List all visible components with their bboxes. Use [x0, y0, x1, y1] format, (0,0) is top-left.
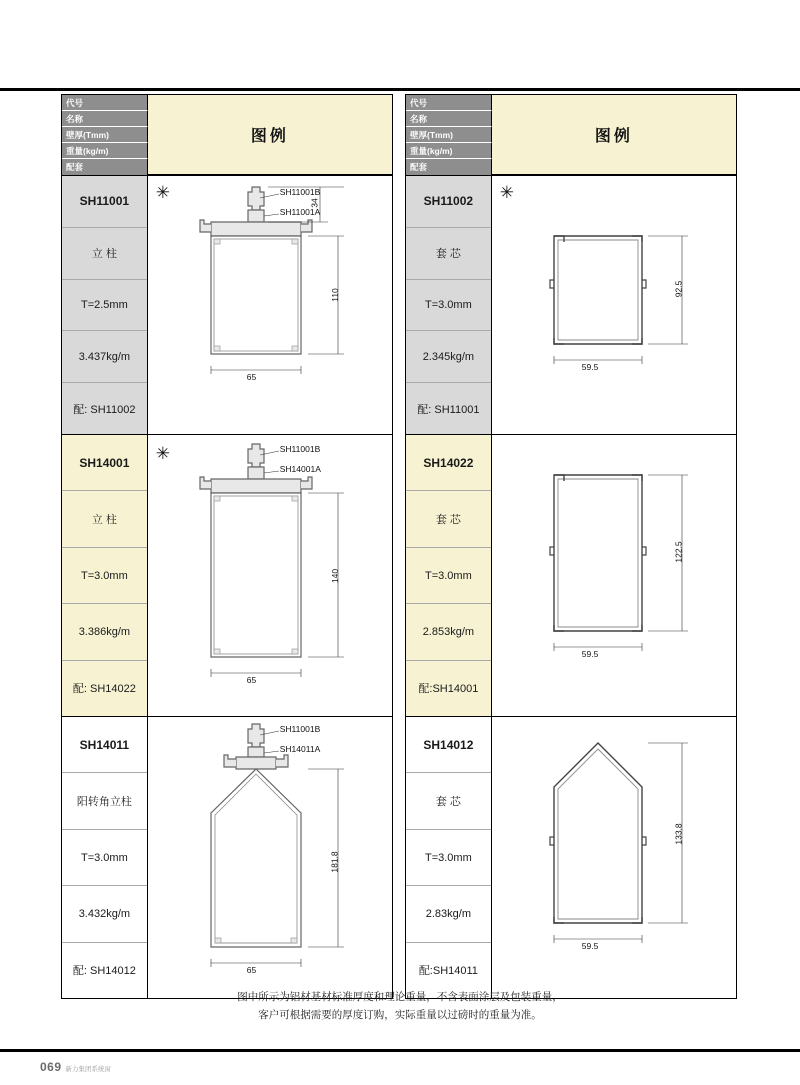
profile-drawing-sh14012	[492, 717, 737, 998]
star-marker: ✳	[155, 183, 170, 202]
profile-code: SH14001	[62, 435, 147, 491]
left-profile-table	[61, 94, 393, 999]
dimension-width: 59.5	[581, 649, 599, 659]
header-label-thickness: 壁厚(Tmm)	[406, 127, 492, 143]
footnote-line-1: 图中所示为铝材基材标准厚度和理论重量，不含表面涂层及包装重量，	[237, 991, 563, 1003]
table-header	[62, 95, 392, 176]
bottom-divider	[0, 1049, 800, 1052]
page-number: 069	[40, 1060, 62, 1074]
profile-thickness: T=3.0mm	[406, 548, 491, 604]
header-diagram-title: 图例	[492, 95, 736, 175]
dimension-height: 140	[329, 568, 340, 584]
profile-match: 配:SH14011	[406, 943, 491, 998]
profile-diagram	[492, 435, 736, 716]
profile-code: SH14012	[406, 717, 491, 773]
table-header	[406, 95, 736, 176]
dimension-height: 92.5	[673, 280, 684, 298]
profile-code: SH14022	[406, 435, 491, 491]
brand-name: 新力集团系统窗	[65, 1066, 112, 1073]
profile-thickness: T=3.0mm	[406, 830, 491, 886]
profile-drawing-sh14011	[148, 717, 393, 998]
profile-code: SH11001	[62, 176, 147, 228]
header-label-name: 名称	[62, 111, 148, 127]
dimension-top: 34	[309, 198, 320, 208]
callout-label: SH11001B	[279, 724, 321, 734]
row-spec-column	[406, 435, 492, 716]
header-label-weight: 重量(kg/m)	[62, 143, 148, 159]
table-row	[406, 435, 736, 717]
dimension-width: 59.5	[581, 941, 599, 951]
profile-name: 阳转角立柱	[62, 773, 147, 829]
row-spec-column	[62, 717, 148, 998]
dimension-width: 65	[246, 372, 257, 382]
top-divider	[0, 88, 800, 91]
profile-name: 套 芯	[406, 491, 491, 547]
table-row	[62, 717, 392, 998]
dimension-height: 110	[329, 288, 340, 302]
header-label-thickness: 壁厚(Tmm)	[62, 127, 148, 143]
profile-weight: 2.853kg/m	[406, 604, 491, 660]
callout-label: SH11001B	[279, 444, 321, 454]
profile-name: 套 芯	[406, 228, 491, 280]
profile-drawing-sh14022	[492, 435, 737, 716]
profile-weight: 2.345kg/m	[406, 331, 491, 383]
dimension-width: 65	[246, 965, 257, 975]
profile-diagram	[148, 435, 392, 716]
dimension-height: 122.5	[673, 541, 684, 563]
profile-thickness: T=2.5mm	[62, 280, 147, 332]
footnote	[0, 988, 800, 1025]
profile-weight: 3.437kg/m	[62, 331, 147, 383]
dimension-width: 59.5	[581, 362, 599, 372]
profile-match: 配: SH11001	[406, 383, 491, 434]
callout-label: SH11001B	[279, 187, 321, 197]
footnote-line-2: 客户可根据需要的厚度订购，实际重量以过磅时的重量为准。	[258, 1009, 542, 1022]
profile-weight: 3.432kg/m	[62, 886, 147, 942]
dimension-height: 133.8	[673, 823, 684, 845]
right-profile-table	[405, 94, 737, 999]
profile-weight: 2.83kg/m	[406, 886, 491, 942]
dimension-width: 65	[246, 675, 257, 685]
profile-tables	[61, 94, 737, 999]
profile-name: 立 柱	[62, 228, 147, 280]
row-spec-column	[406, 176, 492, 434]
profile-match: 配: SH14012	[62, 943, 147, 998]
profile-name: 套 芯	[406, 773, 491, 829]
profile-drawing-sh11001	[148, 176, 393, 434]
header-label-column	[62, 95, 148, 175]
header-label-weight: 重量(kg/m)	[406, 143, 492, 159]
profile-match: 配:SH14001	[406, 661, 491, 716]
header-label-match: 配套	[406, 159, 492, 175]
profile-match: 配: SH11002	[62, 383, 147, 434]
table-row	[406, 717, 736, 998]
header-label-code: 代号	[62, 95, 148, 111]
table-row	[62, 176, 392, 435]
profile-weight: 3.386kg/m	[62, 604, 147, 660]
profile-thickness: T=3.0mm	[406, 280, 491, 332]
row-spec-column	[62, 176, 148, 434]
profile-code: SH14011	[62, 717, 147, 773]
star-marker: ✳	[499, 183, 514, 202]
profile-code: SH11002	[406, 176, 491, 228]
header-label-match: 配套	[62, 159, 148, 175]
header-label-name: 名称	[406, 111, 492, 127]
profile-diagram	[492, 176, 736, 434]
header-label-column	[406, 95, 492, 175]
profile-drawing-sh11002	[492, 176, 737, 434]
page-footer	[40, 1060, 111, 1074]
profile-match: 配: SH14022	[62, 661, 147, 716]
callout-label: SH14001A	[279, 464, 321, 474]
callout-label: SH11001A	[279, 207, 321, 217]
profile-diagram	[148, 176, 392, 434]
table-row	[62, 435, 392, 717]
profile-diagram	[492, 717, 736, 998]
profile-diagram	[148, 717, 392, 998]
profile-name: 立 柱	[62, 491, 147, 547]
profile-thickness: T=3.0mm	[62, 548, 147, 604]
header-diagram-title: 图例	[148, 95, 392, 175]
table-row	[406, 176, 736, 435]
header-label-code: 代号	[406, 95, 492, 111]
profile-thickness: T=3.0mm	[62, 830, 147, 886]
row-spec-column	[406, 717, 492, 998]
star-marker: ✳	[155, 444, 170, 463]
dimension-height: 181.8	[329, 851, 340, 873]
row-spec-column	[62, 435, 148, 716]
profile-drawing-sh14001	[148, 435, 393, 716]
callout-label: SH14011A	[279, 744, 321, 754]
